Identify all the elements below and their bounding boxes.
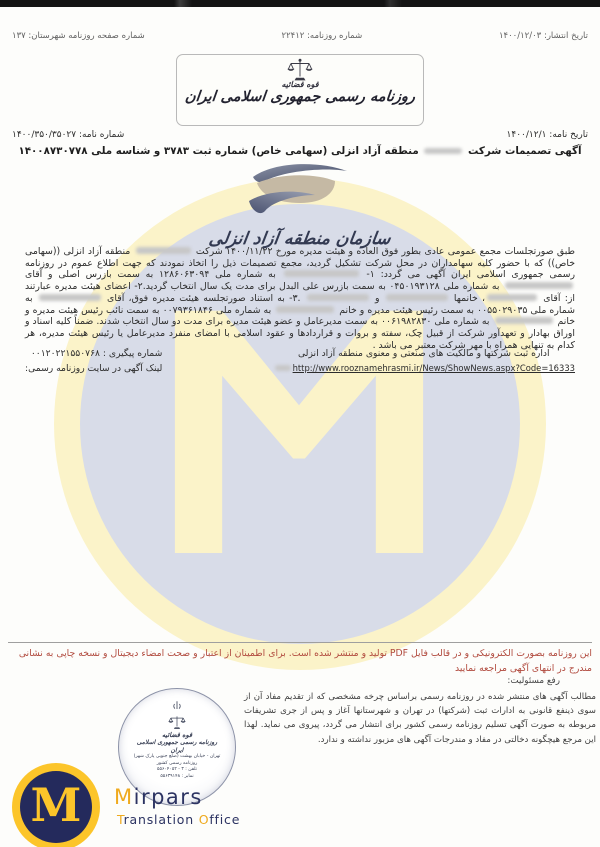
notice-title bbox=[0, 145, 600, 157]
stamp-scales-icon bbox=[168, 715, 186, 730]
stamp-phone: تلفن : ۳ - ۵۵۶۰۴۰۵۲ bbox=[157, 767, 197, 773]
tagline-t: T bbox=[117, 812, 124, 827]
brand-rest: irpars bbox=[133, 785, 203, 809]
gazette-emblem-box bbox=[176, 54, 424, 126]
iran-emblem-icon bbox=[172, 696, 182, 715]
registry-office-signature: اداره ثبت شرکتها و مالکیت های صنعتی و معنوی منطقه آزاد انزلی bbox=[298, 348, 550, 359]
notice-title-end: منطقه آزاد انزلی (سهامی خاص) شماره ثبت ۳۷۸۳ و شناسه ملی ۱۴۰۰۸۷۳۰۷۷۸ bbox=[18, 145, 419, 157]
mirpars-tagline bbox=[117, 812, 240, 827]
footer-divider bbox=[8, 642, 592, 643]
tracking-number: شماره پیگیری : ۰۰۱۲۰۲۲۱۵۵۰۷۶۸ bbox=[30, 348, 163, 359]
stamp-authority: قوه قضائیه bbox=[161, 731, 193, 739]
redaction bbox=[276, 306, 334, 313]
redaction bbox=[424, 148, 462, 154]
stamp-gazette-title: روزنامه رسمی جمهوری اسلامی ایران bbox=[136, 739, 218, 754]
stamp-address: تهران - خیابان بهشت (ضلع جنوبی پارک شهر) bbox=[133, 754, 221, 759]
registry-column bbox=[273, 348, 575, 378]
mirpars-logo-inner bbox=[20, 771, 92, 843]
redaction bbox=[495, 317, 553, 324]
redaction bbox=[39, 294, 101, 301]
redaction bbox=[275, 365, 291, 371]
wave-swoosh-icon bbox=[235, 163, 365, 229]
county-page-number: شماره صفحه روزنامه شهرستان: ۱۳۷ bbox=[12, 31, 145, 41]
publish-date: تاریخ انتشار: ۱۴۰۰/۱۲/۰۳ bbox=[498, 31, 588, 41]
redaction bbox=[505, 282, 573, 289]
stamp-fax: نمابر : ۵۵۶۳۹۱۴۸ bbox=[160, 773, 194, 779]
letter-number: شماره نامه: ۱۴۰۰/۳۵۰/۳۵۰۲۷ bbox=[12, 130, 125, 140]
mirpars-logo-icon bbox=[12, 763, 100, 847]
tagline-rest: ffice bbox=[209, 812, 241, 827]
mirpars-m-glyph: M bbox=[30, 778, 82, 832]
header-meta-row bbox=[12, 31, 588, 41]
notice-body-text: طبق صورتجلسات مجمع عمومی عادی بطور فوق العاده و هیئت مدیره مورخ ۱۴۰۰/۱۱/۲۲ شرکت منطقه آزاد انزلی ((سهامی خاص)) که با حضور کلیه سهامداران در محل شرکت تشکیل گردید، مجمع تصمیمات ذیل را اتخاذ نمودند که جهت اطلاع عموم در روزنامه رسمی جمهوری اسلامی ایران آگهی می گردد: ۱- به شماره ملی ۱۲۸۶۰۶۳۰۹۴ به سمت بازرس اصلی و آقای به شماره ملی ۰۴۵۰۱۹۳۱۲۸ به سمت بازرس علی البدل برای مدت یک سال انتخاب گردید.۲- اعضای هیئت مدیره عبارتند از: آقای ، خانمها و .۳- به استناد صورتجلسه هیئت مدیره فوق، آقای به شماره ملی ۰۰۵۵۰۲۹۰۳۵ به سمت رئیس هیئت مدیره و خانم به شماره ملی ۰۰۷۹۳۶۱۸۴۶ به سمت نائب رئیس هیئت مدیره و خانم به شماره ملی ۰۰۶۱۹۸۲۸۳۰ به سمت مدیرعامل و عضو هیئت مدیره برای مدت دو سال انتخاب شدند. ضمناً کلیه اسناد و اوراق بهادار و تعهدآور شرکت از قبیل چک، سفته و بروات و قراردادها و عقود اسلامی با امضای منفرد مدیرعامل یا رئیس هیئت مدیره، هر کدام به تنهایی همراه با مهر شرکت معتبر می باشد . bbox=[25, 246, 575, 351]
brand-initial: M bbox=[114, 785, 134, 809]
redaction bbox=[284, 270, 359, 277]
electronic-publication-notice: این روزنامه بصورت الکترونیکی و در قالب فایل PDF تولید و منتشر شده است. برای اطمینان از اعتبار و صحت امضاء دیجیتال و نسخه چاپی به نشانی مندرج در انتهای آگهی مراجعه نمایید bbox=[18, 648, 592, 674]
redaction bbox=[386, 294, 448, 301]
anzali-free-zone-logo bbox=[0, 163, 600, 249]
letter-date: تاریخ نامه: ۱۴۰۰/۱۲/۱ bbox=[506, 130, 588, 140]
gazette-announcement-link[interactable]: http://www.rooznamehrasmi.ir/News/ShowNews.aspx?Code=16333 bbox=[292, 363, 575, 373]
tagline-mid: ranslation bbox=[123, 812, 199, 827]
redaction bbox=[136, 247, 191, 254]
notice-meta-area bbox=[25, 348, 575, 378]
judiciary-title: قوه قضائیه bbox=[281, 80, 319, 89]
gazette-title: روزنامه رسمی جمهوری اسلامی ایران bbox=[184, 89, 416, 105]
letter-meta-row bbox=[12, 130, 588, 140]
tracking-column bbox=[25, 348, 162, 378]
organization-name: سازمان منطقه آزاد انزلی bbox=[207, 229, 393, 249]
scan-edge-strip bbox=[0, 0, 600, 7]
scales-of-justice-icon bbox=[287, 58, 313, 82]
redaction bbox=[487, 294, 537, 301]
tagline-o: O bbox=[198, 812, 210, 827]
disclaimer-label: رفع مسئولیت: bbox=[507, 676, 560, 686]
mirpars-brand-name bbox=[114, 785, 203, 809]
redaction bbox=[307, 294, 369, 301]
stamp-office: روزنامه رسمی کشور bbox=[156, 760, 198, 766]
gazette-link-label: لینک آگهی در سایت روزنامه رسمی: bbox=[25, 363, 163, 374]
gazette-issue-number: شماره روزنامه: ۲۲۴۱۲ bbox=[281, 31, 363, 41]
disclaimer-text: مطالب آگهی های منتشر شده در روزنامه رسمی براساس چرخه مشخصی که از تقدیم مفاد آن از سوی ذینفع قانونی به ادارات ثبت (شرکتها) در تهران و شهرستانها آغاز و پس از جری تشریفات مربوطه به صورت آگهی تسلیم روزنامه رسمی کشور برای انتشار می گردد، پیروی می نماید. لهذا این مرجع هیچگونه دخالتی در مفاد و مندرجات آگهی های مزبور نداشته و ندارد. bbox=[244, 692, 596, 745]
notice-title-start: آگهی تصمیمات شرکت bbox=[467, 145, 582, 157]
